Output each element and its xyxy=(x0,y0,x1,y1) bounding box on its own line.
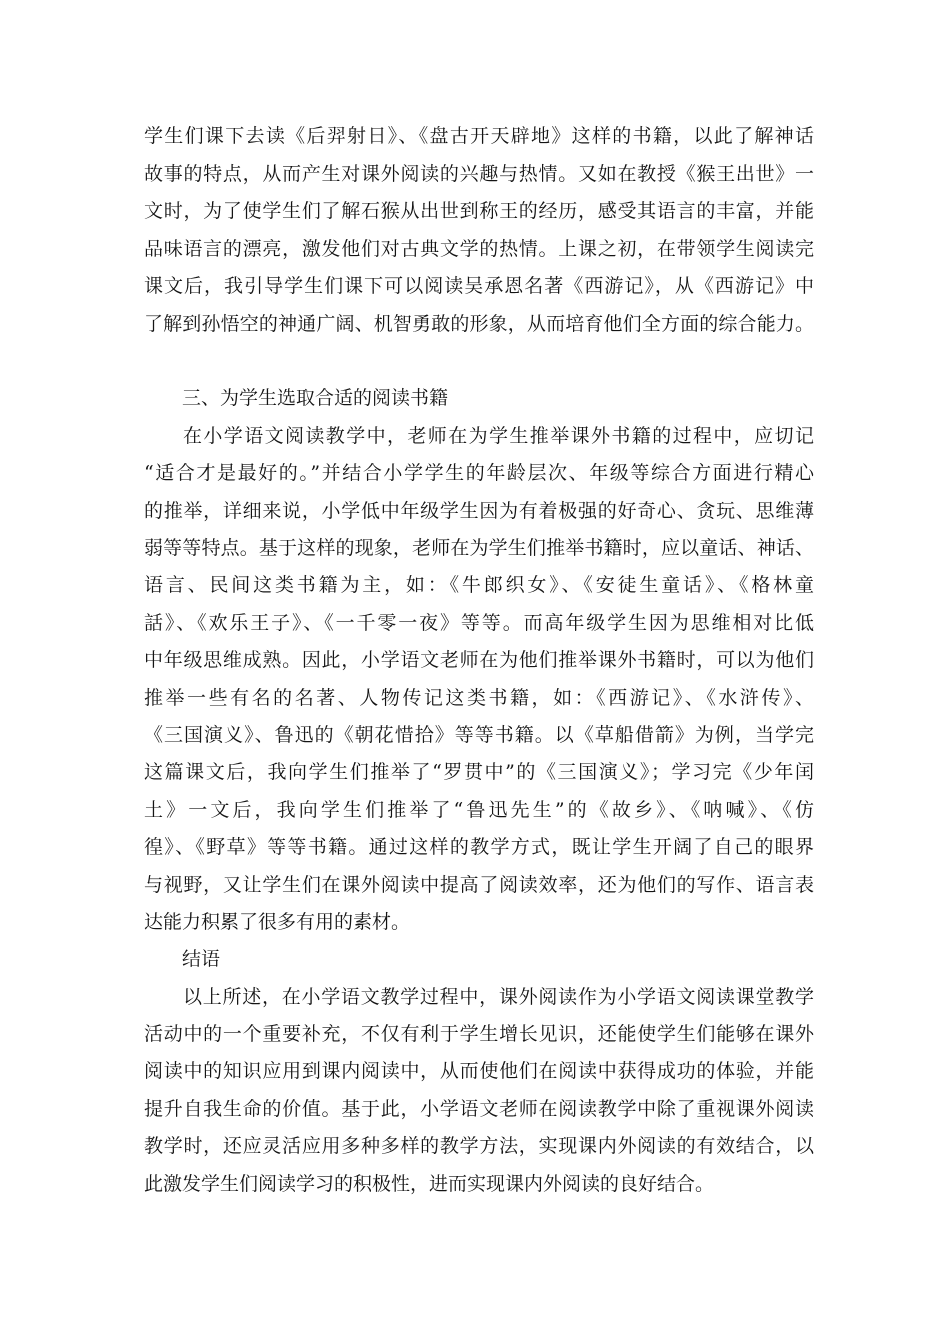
body-text-line: 推举一些有名的名著、人物传记这类书籍，如：《西游记》、《水浒传》、 xyxy=(144,687,814,709)
body-text-line: 徨》、《野草》等等书籍。通过这样的教学方式，既让学生开阔了自己的眼界 xyxy=(144,836,814,858)
body-text-line: 中年级思维成熟。因此，小学语文老师在为他们推举课外书籍时，可以为他们 xyxy=(144,649,814,671)
body-text-line: 课文后，我引导学生们课下可以阅读吴承恩名著《西游记》，从《西游记》中 xyxy=(144,275,814,297)
body-text-line: 与视野，又让学生们在课外阅读中提高了阅读效率，还为他们的写作、语言表 xyxy=(144,874,814,896)
body-text-line: 話》、《欢乐王子》、《一千零一夜》等等。而高年级学生因为思维相对比低 xyxy=(144,612,814,634)
paragraph-first-line: 在小学语文阅读教学中，老师在为学生推举课外书籍的过程中，应切记 xyxy=(183,425,814,447)
paragraph-first-line: 以上所述，在小学语文教学过程中，课外阅读作为小学语文阅读课堂教学 xyxy=(183,986,814,1008)
body-text-line: 这篇课文后，我向学生们推举了“罗贯中”的《三国演义》；学习完《少年闰 xyxy=(144,761,814,783)
body-text-line: “适合才是最好的。”并结合小学学生的年龄层次、年级等综合方面进行精心 xyxy=(144,462,814,484)
section-heading: 结语 xyxy=(182,948,221,970)
body-text-line: 活动中的一个重要补充，不仅有利于学生增长见识，还能使学生们能够在课外 xyxy=(144,1023,814,1045)
body-text-line: 阅读中的知识应用到课内阅读中，从而使他们在阅读中获得成功的体验，并能 xyxy=(144,1060,814,1082)
body-text-line: 了解到孙悟空的神通广阔、机智勇敢的形象，从而培育他们全方面的综合能力。 xyxy=(144,313,814,335)
body-text-line: 语言、民间这类书籍为主，如：《牛郎织女》、《安徒生童话》、《格林童 xyxy=(144,574,814,596)
body-text-line: 品味语言的漂亮，激发他们对古典文学的热情。上课之初，在带领学生阅读完 xyxy=(144,238,814,260)
body-text-line: 此激发学生们阅读学习的积极性，进而实现课内外阅读的良好结合。 xyxy=(144,1173,715,1195)
body-text-line: 教学时，还应灵活应用多种多样的教学方法，实现课内外阅读的有效结合，以 xyxy=(144,1135,814,1157)
body-text-line: 提升自我生命的价值。基于此，小学语文老师在阅读教学中除了重视课外阅读 xyxy=(144,1098,814,1120)
body-text-line: 土》一文后，我向学生们推举了“鲁迅先生”的《故乡》、《呐喊》、《仿 xyxy=(144,799,814,821)
body-text-line: 文时，为了使学生们了解石猴从出世到称王的经历，感受其语言的丰富，并能 xyxy=(144,200,814,222)
body-text-line: 的推举，详细来说，小学低中年级学生因为有着极强的好奇心、贪玩、思维薄 xyxy=(144,500,814,522)
body-text-line: 学生们课下去读《后羿射日》、《盘古开天辟地》这样的书籍，以此了解神话 xyxy=(144,125,814,147)
section-heading: 三、为学生选取合适的阅读书籍 xyxy=(182,387,449,409)
body-text-line: 达能力积累了很多有用的素材。 xyxy=(144,911,411,933)
body-text-line: 弱等等特点。基于这样的现象，老师在为学生们推举书籍时，应以童话、神话、 xyxy=(144,537,814,559)
body-text-line: 故事的特点，从而产生对课外阅读的兴趣与热情。又如在教授《猴王出世》一 xyxy=(144,163,814,185)
body-text-line: 《三国演义》、鲁迅的《朝花惜拾》等等书籍。以《草船借箭》为例，当学完 xyxy=(144,724,814,746)
